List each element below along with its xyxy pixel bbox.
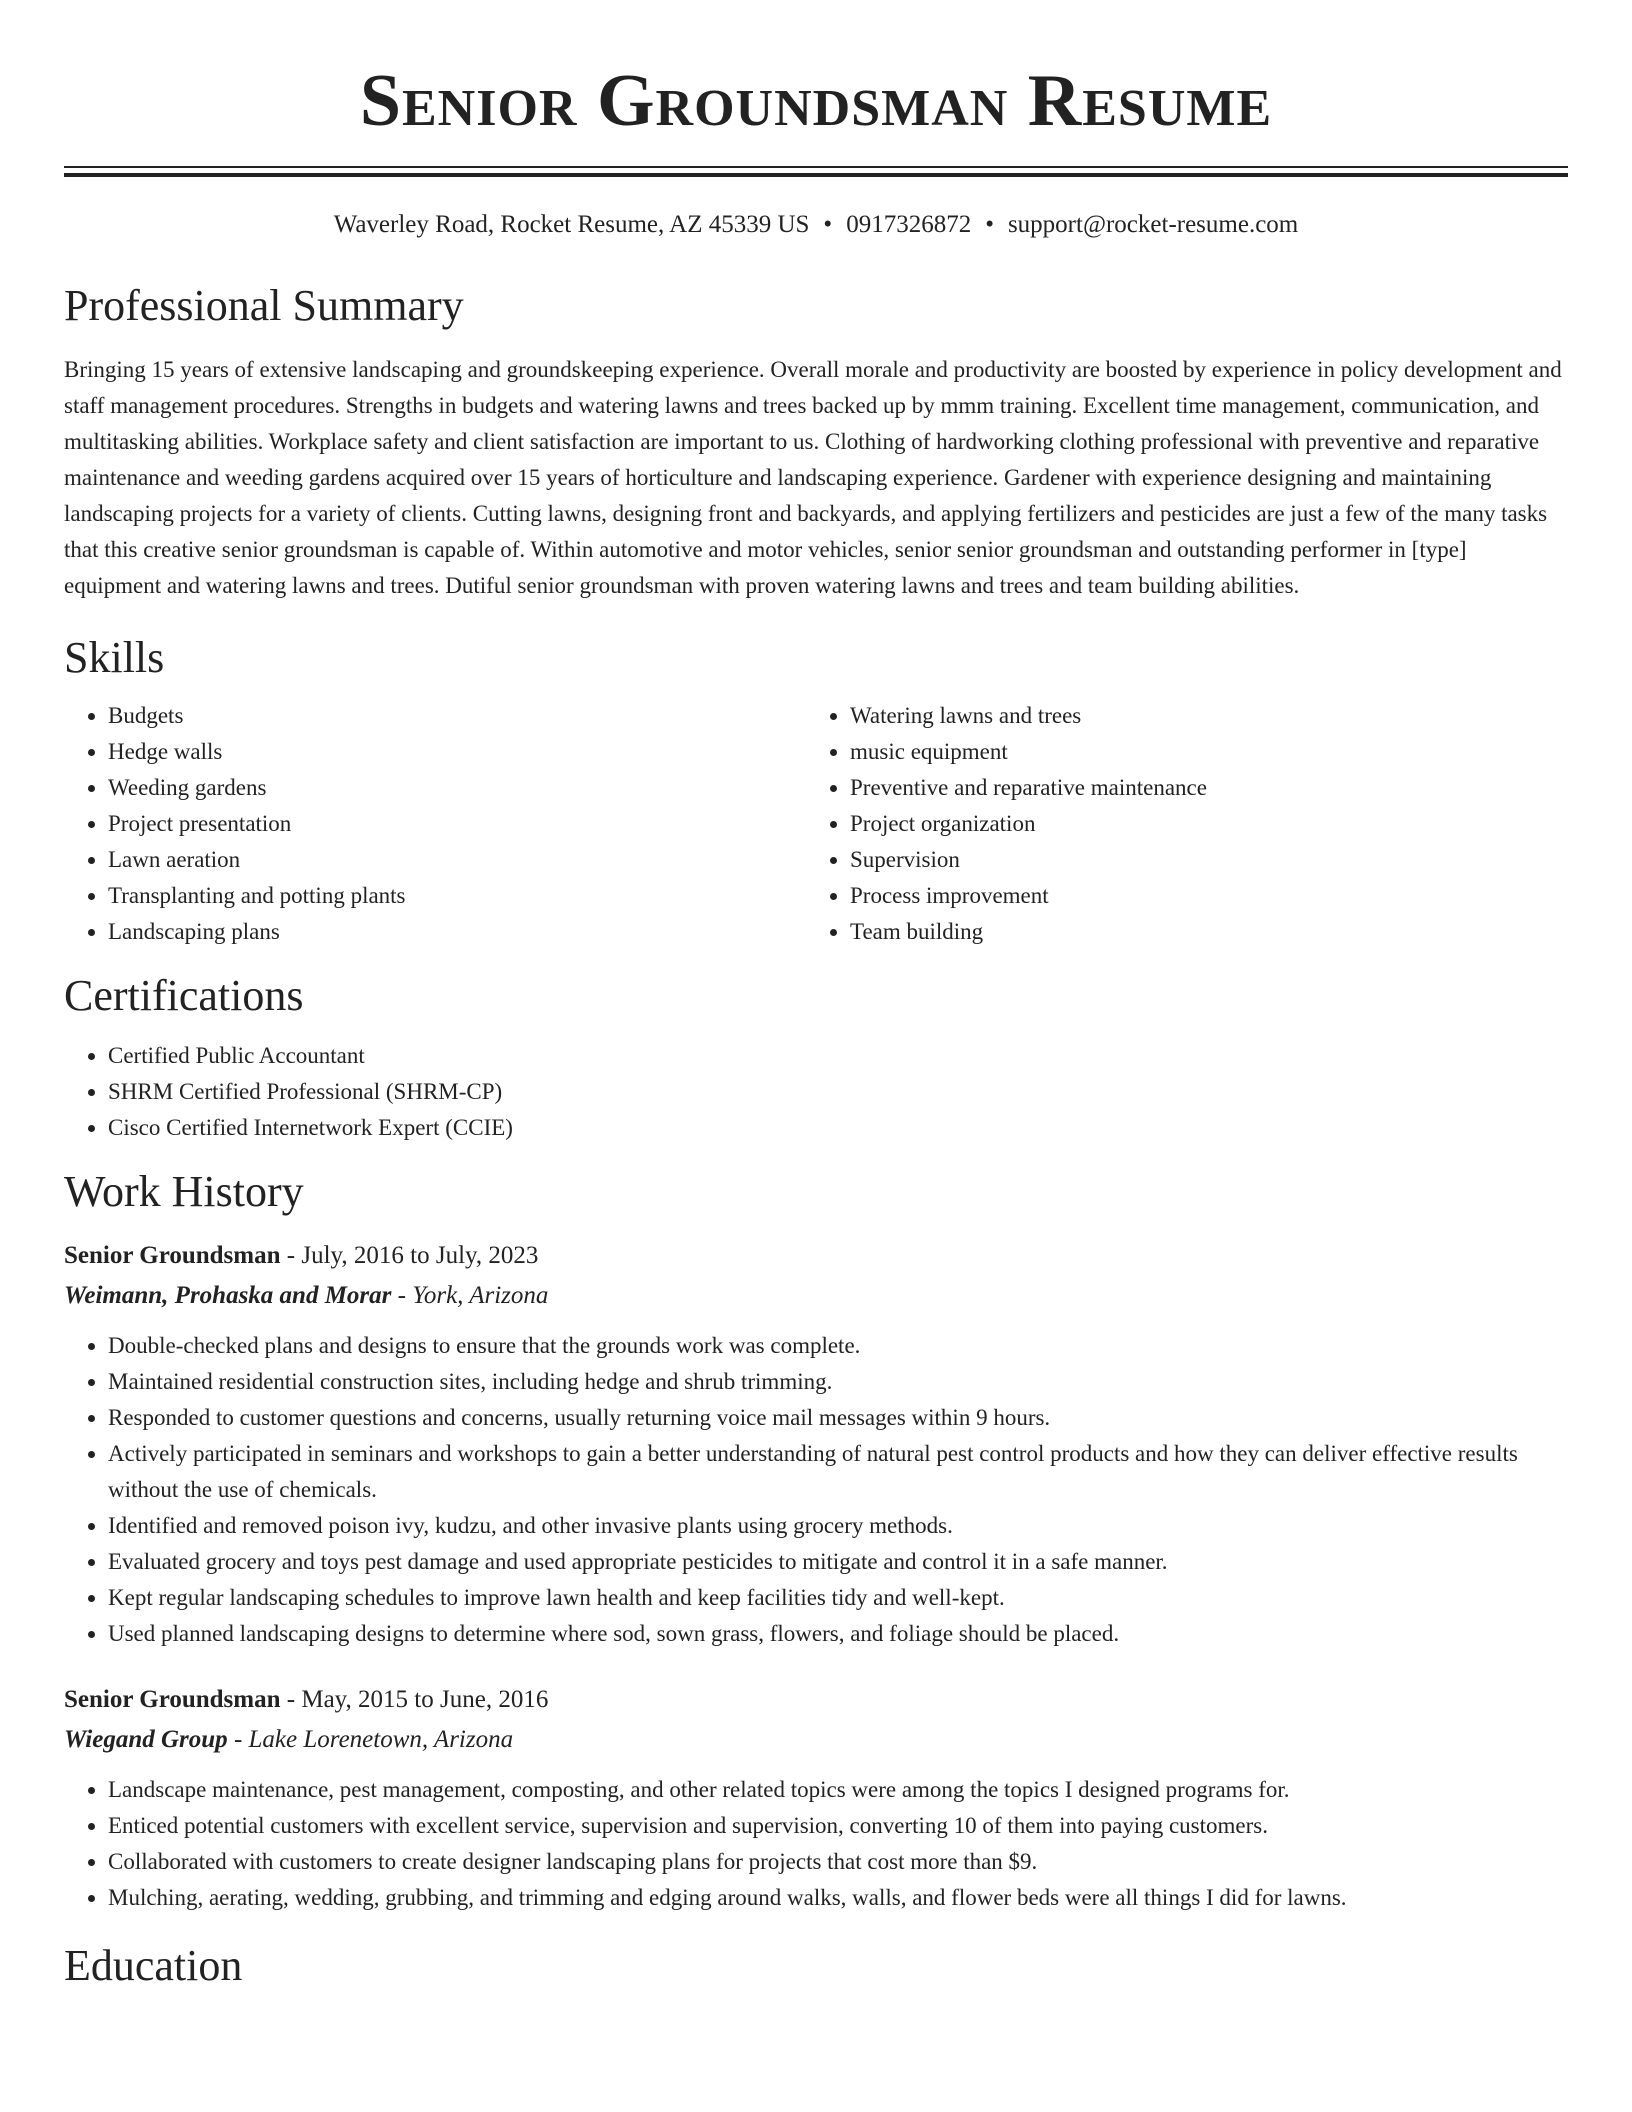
certifications-list	[64, 1038, 1568, 1146]
skill-item: • Project presentation	[108, 806, 806, 842]
job-title-line	[64, 1236, 1568, 1276]
contact-line	[64, 210, 1568, 240]
skill-item: • Project organization	[850, 806, 1548, 842]
skill-item: • Transplanting and potting plants	[108, 878, 806, 914]
skill-item: • Supervision	[850, 842, 1548, 878]
summary-text: Bringing 15 years of extensive landscaping and groundskeeping experience. Overall morale and productivity are boosted by experience in policy development and staff management procedures. Strengths in budgets and watering lawns and trees backed up by mmm training. Excellent time management, communication, and multitasking abilities. Workplace safety and client satisfaction are important to us. Clothing of hardworking clothing professional with preventive and reparative maintenance and weeding gardens acquired over 15 years of horticulture and landscaping experience. Gardener with experience designing and maintaining landscaping projects for a variety of clients. Cutting lawns, designing front and backyards, and applying fertilizers and pesticides are just a few of the many tasks that this creative senior groundsman is capable of. Within automotive and motor vehicles, senior senior groundsman and outstanding performer in [type] equipment and watering lawns and trees. Dutiful senior groundsman with proven watering lawns and trees and team building abilities.	[64, 357, 1562, 598]
job-location: - Lake Lorenetown, Arizona	[227, 1726, 514, 1753]
job-dates: - July, 2016 to July, 2023	[280, 1242, 539, 1269]
skills-columns	[64, 698, 1568, 950]
skills-heading: Skills	[64, 633, 165, 682]
skill-item: • Hedge walls	[108, 734, 806, 770]
skill-item: • Budgets	[108, 698, 806, 734]
divider-thick-line	[64, 173, 1568, 177]
job-bullet: • Kept regular landscaping schedules to improve lawn health and keep facilities tidy and well-kept.	[108, 1580, 1568, 1616]
certifications-heading: Certifications	[64, 971, 304, 1020]
job-company: Weimann, Prohaska and Morar	[64, 1282, 392, 1309]
contact-separator: •	[823, 211, 833, 238]
skill-item: • music equipment	[850, 734, 1548, 770]
skills-column-left	[64, 698, 806, 950]
skill-item: • Weeding gardens	[108, 770, 806, 806]
skill-item: • Watering lawns and trees	[850, 698, 1548, 734]
skill-item: • Process improvement	[850, 878, 1548, 914]
job-title-line	[64, 1680, 1568, 1720]
job-title: Senior Groundsman	[64, 1686, 281, 1713]
skills-list-left	[64, 698, 806, 950]
job-bullets	[64, 1328, 1568, 1652]
job-bullet: • Evaluated grocery and toys pest damage and used appropriate pesticides to mitigate and control it in a safe manner.	[108, 1544, 1568, 1580]
job-bullet: • Identified and removed poison ivy, kudzu, and other invasive plants using grocery methods.	[108, 1508, 1568, 1544]
divider-thin-line	[64, 166, 1568, 168]
job-bullet: • Used planned landscaping designs to determine where sod, sown grass, flowers, and foliage should be placed.	[108, 1616, 1568, 1652]
title-divider	[64, 166, 1568, 176]
summary-heading: Professional Summary	[64, 281, 464, 330]
job-dates: - May, 2015 to June, 2016	[280, 1686, 549, 1713]
skill-item: • Preventive and reparative maintenance	[850, 770, 1548, 806]
certification-item: • Cisco Certified Internetwork Expert (CCIE)	[108, 1110, 1568, 1146]
work-history-heading: Work History	[64, 1167, 304, 1216]
contact-address: Waverley Road, Rocket Resume, AZ 45339 US	[333, 211, 810, 238]
job-bullet: • Maintained residential construction sites, including hedge and shrub trimming.	[108, 1364, 1568, 1400]
skills-column-right	[806, 698, 1548, 950]
job-bullets	[64, 1772, 1568, 1916]
job-bullet: • Double-checked plans and designs to ensure that the grounds work was complete.	[108, 1328, 1568, 1364]
skills-list-right	[806, 698, 1548, 950]
job-bullet: • Responded to customer questions and concerns, usually returning voice mail messages within 9 hours.	[108, 1400, 1568, 1436]
job-bullet: • Actively participated in seminars and workshops to gain a better understanding of natural pest control products and how they can deliver effective results without the use of chemicals.	[108, 1436, 1568, 1508]
job-bullet: • Enticed potential customers with excellent service, supervision and supervision, converting 10 of them into paying customers.	[108, 1808, 1568, 1844]
resume-title: Senior Groundsman Resume	[359, 60, 1273, 142]
job-company-line	[64, 1720, 1568, 1760]
job-company: Wiegand Group	[64, 1726, 228, 1753]
contact-phone: 0917326872	[846, 211, 972, 238]
job-location: - York, Arizona	[391, 1282, 549, 1309]
contact-email: support@rocket-resume.com	[1007, 211, 1299, 238]
contact-separator: •	[985, 211, 994, 238]
job-title: Senior Groundsman	[64, 1242, 281, 1269]
certification-item: • SHRM Certified Professional (SHRM-CP)	[108, 1074, 1568, 1110]
job-bullet: • Mulching, aerating, wedding, grubbing, and trimming and edging around walks, walls, and flower beds were all things I did for lawns.	[108, 1880, 1568, 1916]
skill-item: • Team building	[850, 914, 1548, 950]
education-heading: Education	[64, 1941, 243, 1990]
skill-item: • Lawn aeration	[108, 842, 806, 878]
job-bullet: • Collaborated with customers to create designer landscaping plans for projects that cost more than $9.	[108, 1844, 1568, 1880]
skill-item: • Landscaping plans	[108, 914, 806, 950]
job-company-line	[64, 1276, 1568, 1316]
certification-item: • Certified Public Accountant	[108, 1038, 1568, 1074]
job-bullet: • Landscape maintenance, pest management, composting, and other related topics were among the topics I designed programs for.	[108, 1772, 1568, 1808]
